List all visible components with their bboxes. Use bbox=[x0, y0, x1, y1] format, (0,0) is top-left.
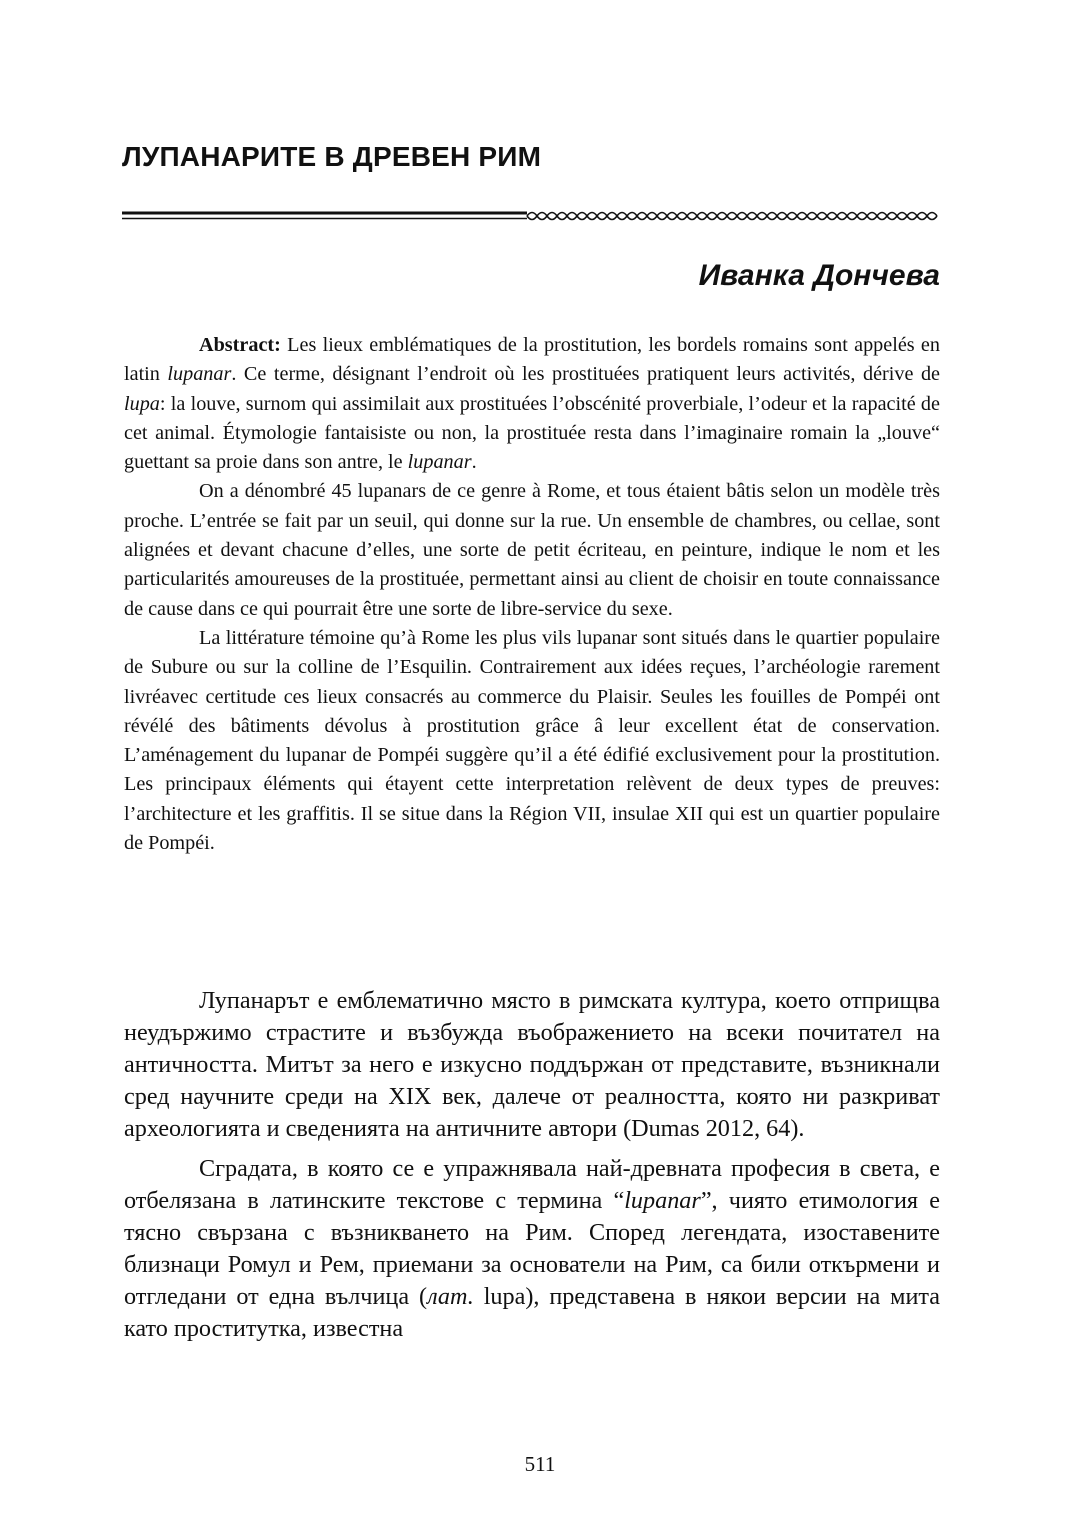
article-title: ЛУПАНАРИТЕ В ДРЕВЕН РИМ bbox=[122, 141, 542, 172]
page-number: 511 bbox=[524, 1452, 556, 1476]
abstract-label: Abstract: bbox=[199, 334, 281, 356]
abstract-paragraph-2: On a dénombré 45 lupanars de ce genre à Rome, et tous étaient bâtis selon un modèle très proche. L’entrée se fait par un seuil, qui donne sur la rue. Un ensemble de chambres, ou cellae, sont alignées et devant chacune d’elles, une sorte de petit écriteau, en peinture, indique le nom et les particularités amoureuses de la prostituée, permettant ainsi au client de choisir en toute connaissance de cause dans ce qui pourrait être une sorte de libre-service du sexe. bbox=[124, 480, 940, 620]
article-body bbox=[124, 985, 940, 1345]
body-paragraph-1: Лупанарът е емблематично място в римската култура, което отприщва неудържимо страстите и възбужда въображението на всеки почитател на античността. Митът за него е изкусно поддържан от представите, възникнали сред научните среди на XIX век, далече от реалността, която ни разкриват археологията и сведенията на античните автори (Dumas 2012, 64). bbox=[124, 987, 940, 1142]
title-decorative-rule bbox=[122, 206, 942, 226]
abstract-paragraph-3: La littérature témoine qu’à Rome les plus vils lupanar sont situés dans le quartier populaire de Subure ou sur la colline de l’Esquilin. Contrairement aux idées reçues, l’archéologie rarement livréavec certitude ces lieux consacrés au commerce du Plaisir. Seules les fouilles de Pompéi ont révélé des bâtiments dévolus à prostitution grâce â leur excellent état de conservation. L’aménagement du lupanar de Pompéi suggère qu’il a été édifié exclusivement pour la prostitution. Les principaux éléments qui étayent cette interpretation relèvent de deux types de preuves: l’architecture et les graffitis. Il se situe dans la Région VII, insulae XII qui est un quartier populaire de Pompéi. bbox=[124, 626, 940, 855]
abstract-section bbox=[124, 331, 940, 858]
wave-ornament bbox=[527, 213, 937, 220]
author-name: Иванка Дончева bbox=[698, 259, 940, 292]
abstract-paragraph-1: Abstract: Les lieux emblématiques de la prostitution, les bordels romains sont appelés en latin lupanar. Ce terme, désignant l’endroit où les prostituées pratiquent leurs activités, dérive de lupa: la louve, surnom qui assimilait aux prostituées l’obscénité proverbiale, l’odeur et la rapacité de cet animal. Étymologie fantaisiste ou non, la prostituée resta dans l’imaginaire romain la „louve“ guettant sa proie dans son antre, le lupanar. bbox=[124, 334, 940, 474]
body-paragraph-2: Сградата, в която се е упражнявала най-древната професия в света, е отбелязана в латинските текстове с термина “lupanar”, чиято етимология е тясно свързана с възникването на Рим. Според легендата, изоставените близнаци Ромул и Рем, приемани за основатели на Рим, са били откърмени и отгледани от една вълчица (лат. lupa), представена в някои версии на мита като проститутка, известна bbox=[124, 1155, 940, 1342]
